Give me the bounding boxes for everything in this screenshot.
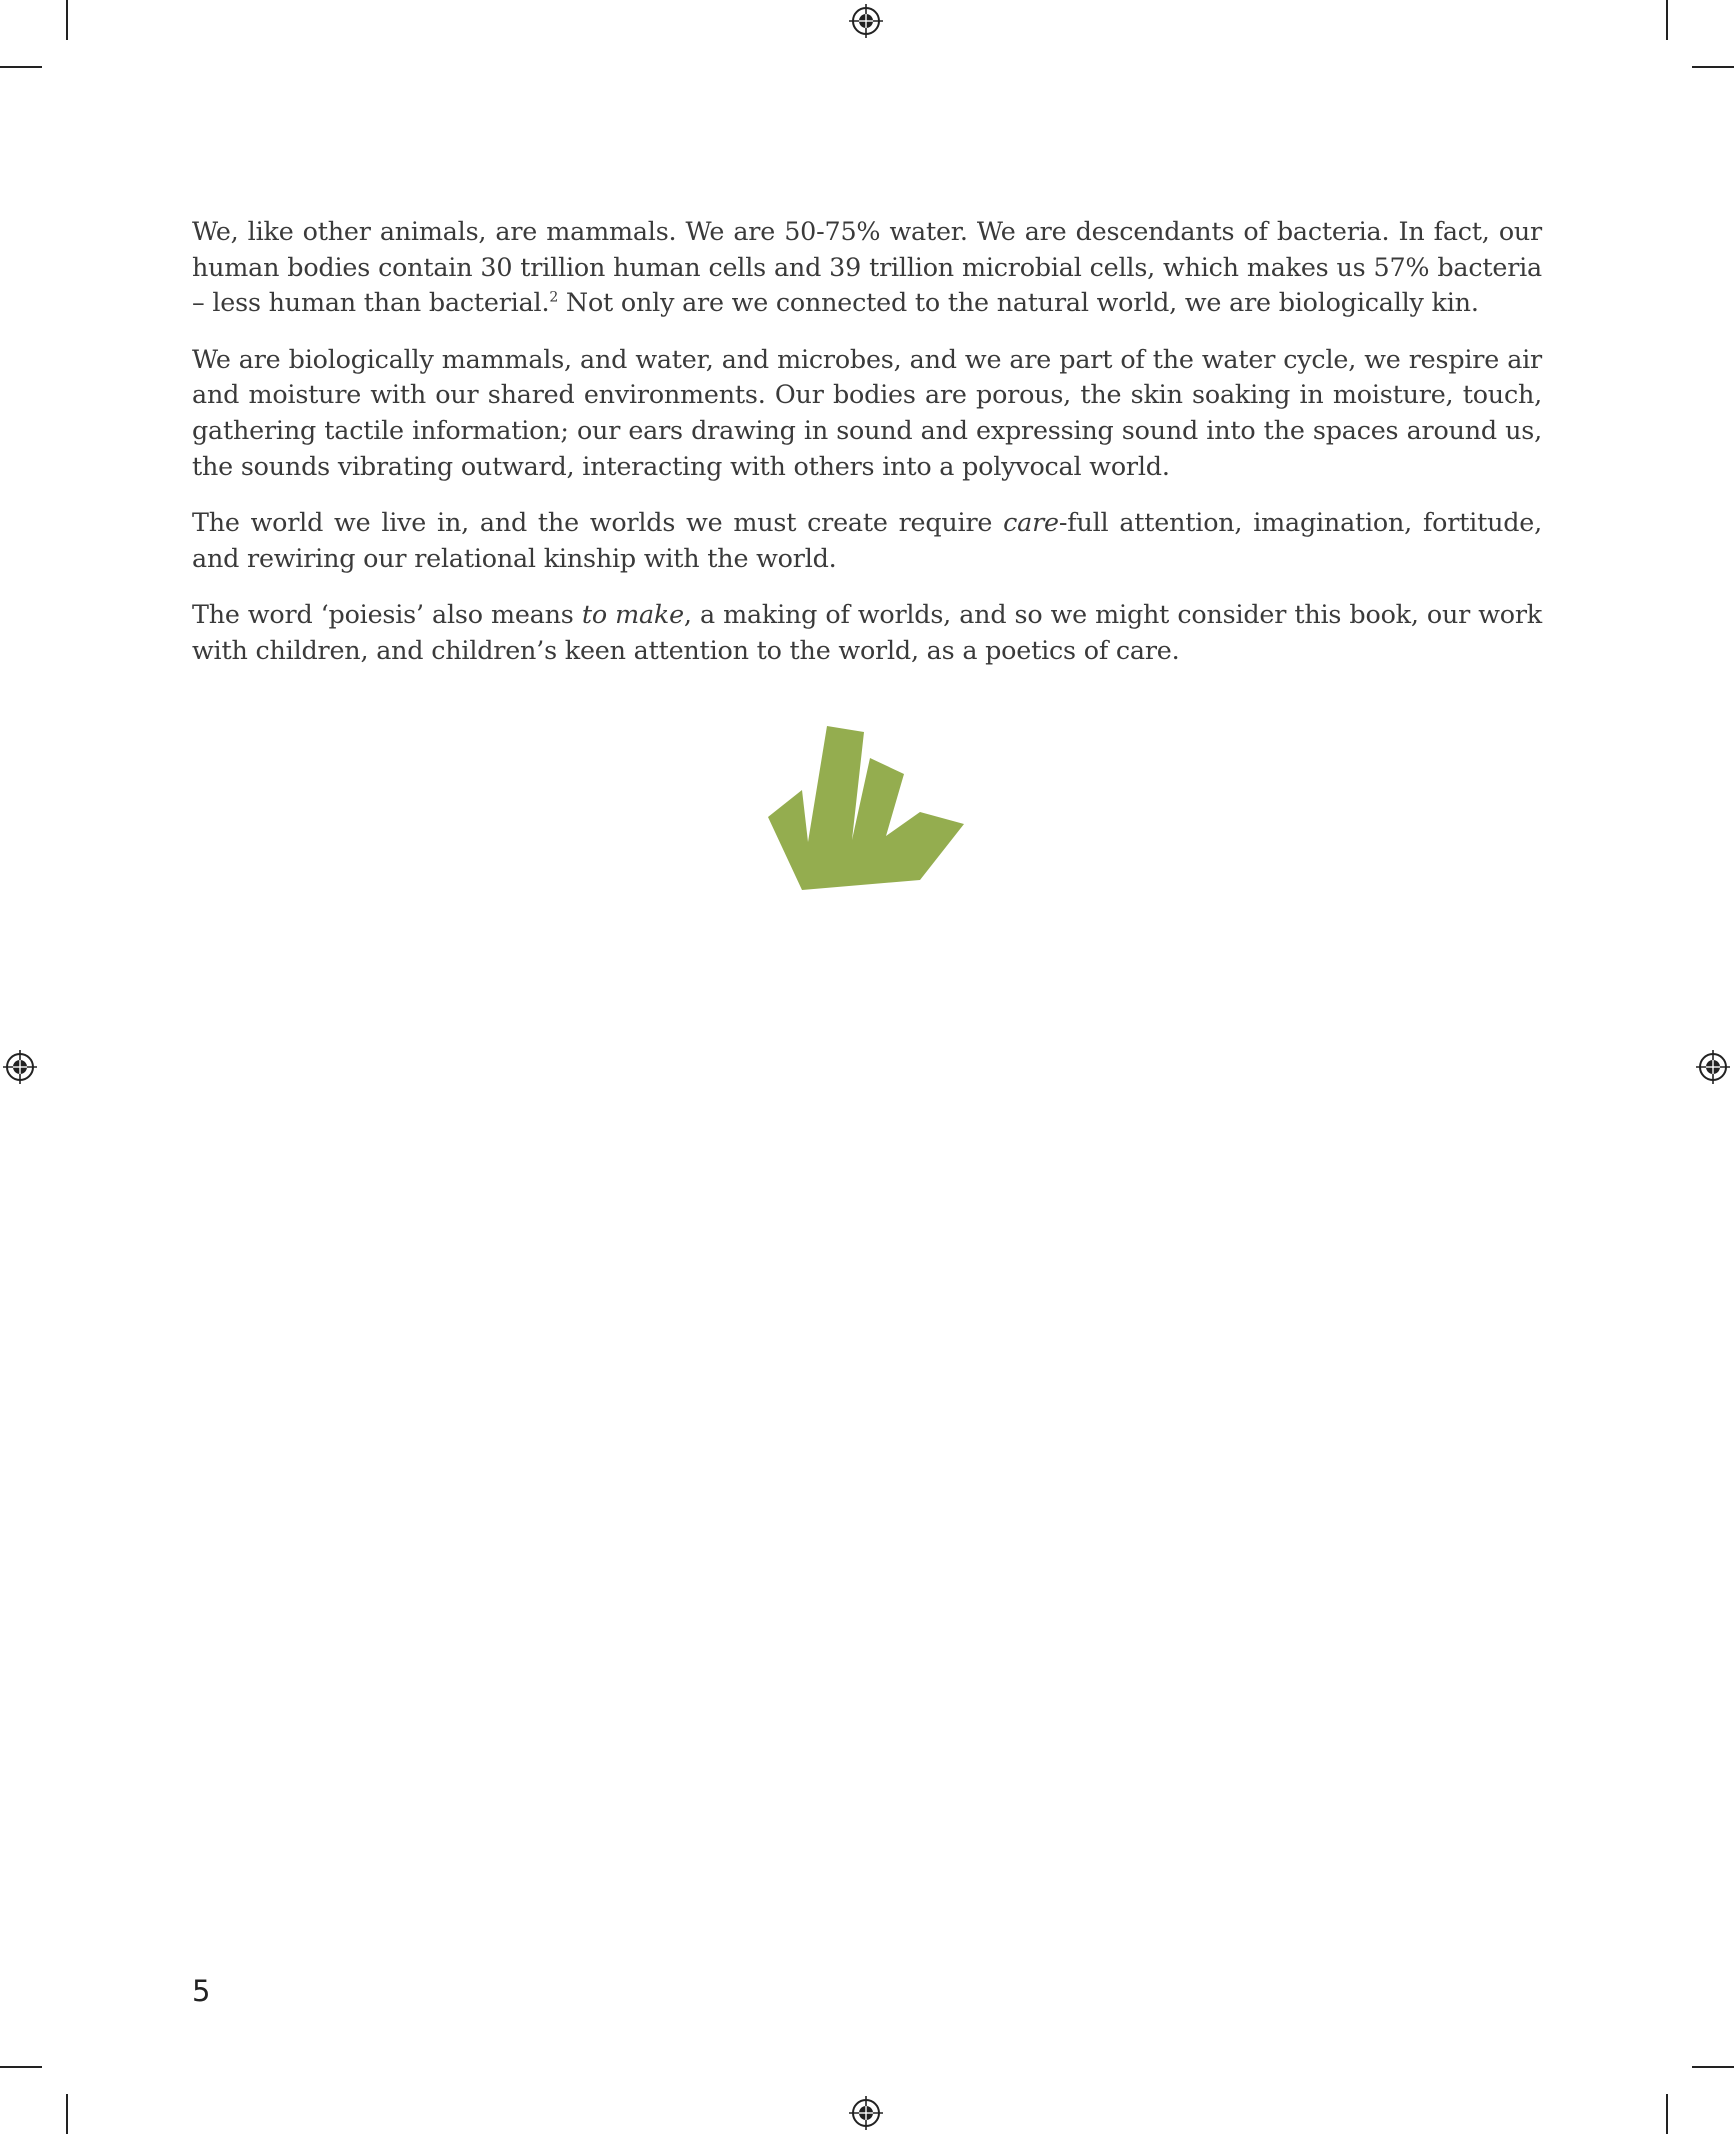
crop-mark-top-left-vertical (66, 0, 68, 40)
page-number: 5 (192, 1974, 211, 2008)
footnote-reference: 2 (549, 289, 559, 306)
crop-mark-bottom-right-vertical (1666, 2094, 1668, 2134)
crop-mark-top-right-vertical (1666, 0, 1668, 40)
crop-mark-bottom-left-horizontal (0, 2066, 42, 2068)
green-grass-tuft-icon (760, 722, 970, 892)
registration-mark-icon (849, 2096, 883, 2130)
body-text (192, 214, 1542, 690)
crop-mark-top-left-horizontal (0, 66, 42, 68)
crop-mark-bottom-left-vertical (66, 2094, 68, 2134)
registration-mark-icon (3, 1050, 37, 1084)
crop-mark-top-right-horizontal (1692, 66, 1734, 68)
crop-mark-bottom-right-horizontal (1692, 2066, 1734, 2068)
emphasis-to-make: to make (581, 599, 684, 630)
registration-mark-icon (1696, 1050, 1730, 1084)
paragraph-4: The word ‘poiesis’ also means to make, a making of worlds, and so we might consider this book, our work with children, and children’s keen attention to the world, as a poetics of care. (192, 599, 1542, 665)
paragraph-1: We, like other animals, are mammals. We are 50-75% water. We are descendants of bacteria. In fact, our human bodies contain 30 trillion human cells and 39 trillion microbial cells, which makes us 57% bacteria – less human than bacterial.$^2$ Not only are we connected to the natural world, we are biologically kin. (192, 216, 1542, 318)
emphasis-care: care (1003, 507, 1059, 538)
registration-mark-icon (849, 4, 883, 38)
paragraph-3: The world we live in, and the worlds we must create require care-full attention, imagination, fortitude, and rewiring our relational kinship with the world. (192, 507, 1543, 573)
paragraph-2: We are biologically mammals, and water, and microbes, and we are part of the water cycle, we respire air and moisture with our shared environments. Our bodies are porous, the skin soaking in moisture, touch, gathering tactile information; our ears drawing in sound and expressing sound into the spaces around us, the sounds vibrating outward, interacting with others into a polyvocal world. (192, 343, 1542, 481)
